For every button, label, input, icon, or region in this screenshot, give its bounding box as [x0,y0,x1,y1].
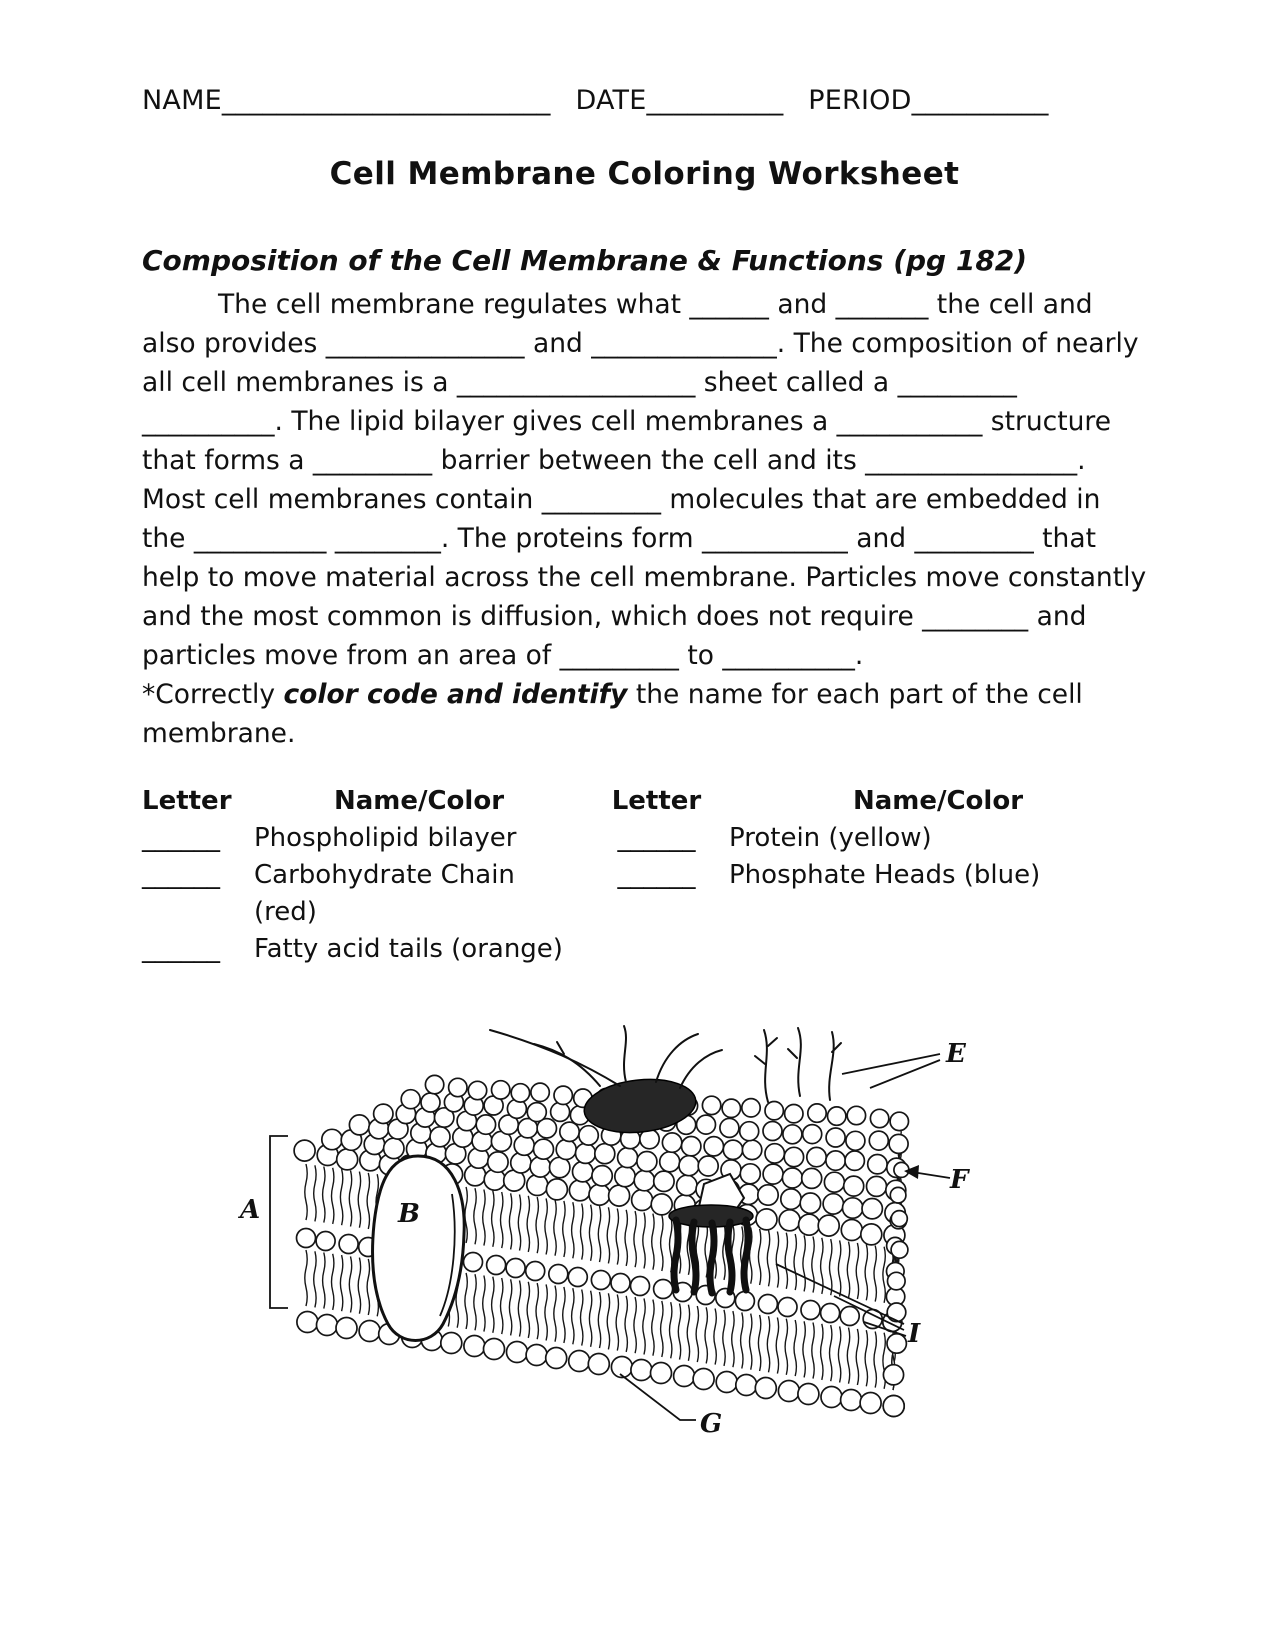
protein-b-shape [373,1156,465,1341]
carbohydrate-chain-icon [656,1034,698,1082]
carbohydrate-branch [768,1038,777,1046]
directions-prefix: *Correctly [142,679,284,710]
name-date-period-line [142,85,1147,116]
diagram-label-i: I [908,1319,921,1349]
carbohydrate-chain-icon [680,1050,722,1088]
channel-protein-strand [744,1220,748,1290]
letter-blank: ______ [142,934,220,964]
channel-protein-strand [728,1222,732,1292]
diagram-area [228,1024,998,1468]
diagram-label-g: G [700,1409,723,1439]
channel-protein-strand [710,1223,714,1293]
carbohydrate-branch [788,1049,797,1058]
part-name: Fatty acid tails (orange) [254,934,563,964]
part-name: Phospholipid bilayer [254,823,517,853]
part-name: Phosphate Heads (blue) [729,860,1041,890]
letter-blank: ______ [617,823,696,853]
col-header-namecolor-1: Name/Color [333,786,505,816]
name-blank: ________________________ [221,85,551,116]
cell-membrane-diagram [228,1024,988,1464]
period-label: PERIOD [808,85,912,116]
carbohydrate-chain-icon [624,1026,626,1082]
carbohydrate-chain-icon [490,1030,620,1086]
directions-emphasis: color code and identify [283,679,628,710]
diagram-label-a: A [240,1195,261,1225]
col-header-namecolor-2: Name/Color [852,786,1024,816]
part-name: Carbohydrate Chain (red) [254,860,515,927]
col-header-letter-1: Letter [142,786,232,816]
diagram-label-f: F [950,1165,969,1195]
letter-blank: ______ [142,823,220,853]
answer-table [142,783,1147,968]
channel-protein-strand [692,1222,696,1292]
channel-protein-strand [674,1220,678,1290]
carbohydrate-chain-icon [534,1044,600,1086]
diagram-label-b: B [398,1199,420,1229]
date-blank: __________ [646,85,784,116]
letter-blank: ______ [617,860,696,890]
bilayer-bracket [270,1136,288,1308]
carbohydrate-chain-icon [798,1028,801,1096]
worksheet-title: Cell Membrane Coloring Worksheet [329,156,960,192]
carbohydrate-branch [755,1056,765,1064]
name-label: NAME [142,85,222,116]
date-label: DATE [575,85,647,116]
carbohydrate-chain-icon [764,1030,768,1102]
label-e-line [842,1054,940,1074]
letter-blank: ______ [142,860,220,890]
carbohydrate-chain-icon [829,1032,834,1100]
letter-blank [584,931,729,968]
label-e-line [870,1060,940,1088]
table-row [142,820,1147,857]
directions-line [142,675,1147,753]
part-name [729,931,1147,968]
period-blank: __________ [911,85,1049,116]
table-row [142,857,1147,931]
table-row [142,931,1147,968]
section-heading: Composition of the Cell Membrane & Functions (pg 182) [142,244,1028,277]
col-header-letter-2: Letter [611,786,702,816]
table-header-row [142,783,1147,820]
part-name: Protein (yellow) [729,823,932,853]
directions-suffix: the name for each part of the cell membrane. [142,679,1083,749]
diagram-label-e: E [946,1039,966,1069]
fill-in-paragraph: The cell membrane regulates what ______ and _______ the cell and also provides _______________ and ______________. The composition of nearly all cell membranes is a __________________ sheet called a _________ __________. The lipid bilayer gives cell membranes a ___________ structure that forms a _________ barrier between the cell and its ________________. Most cell membranes contain _________ molecules that are embedded in the __________ ________. The proteins form ___________ and _________ that help to move material across the cell membrane. Particles move constantly and the most common is diffusion, which does not require ________ and particles move from an area of _________ to __________. [142,289,1147,671]
